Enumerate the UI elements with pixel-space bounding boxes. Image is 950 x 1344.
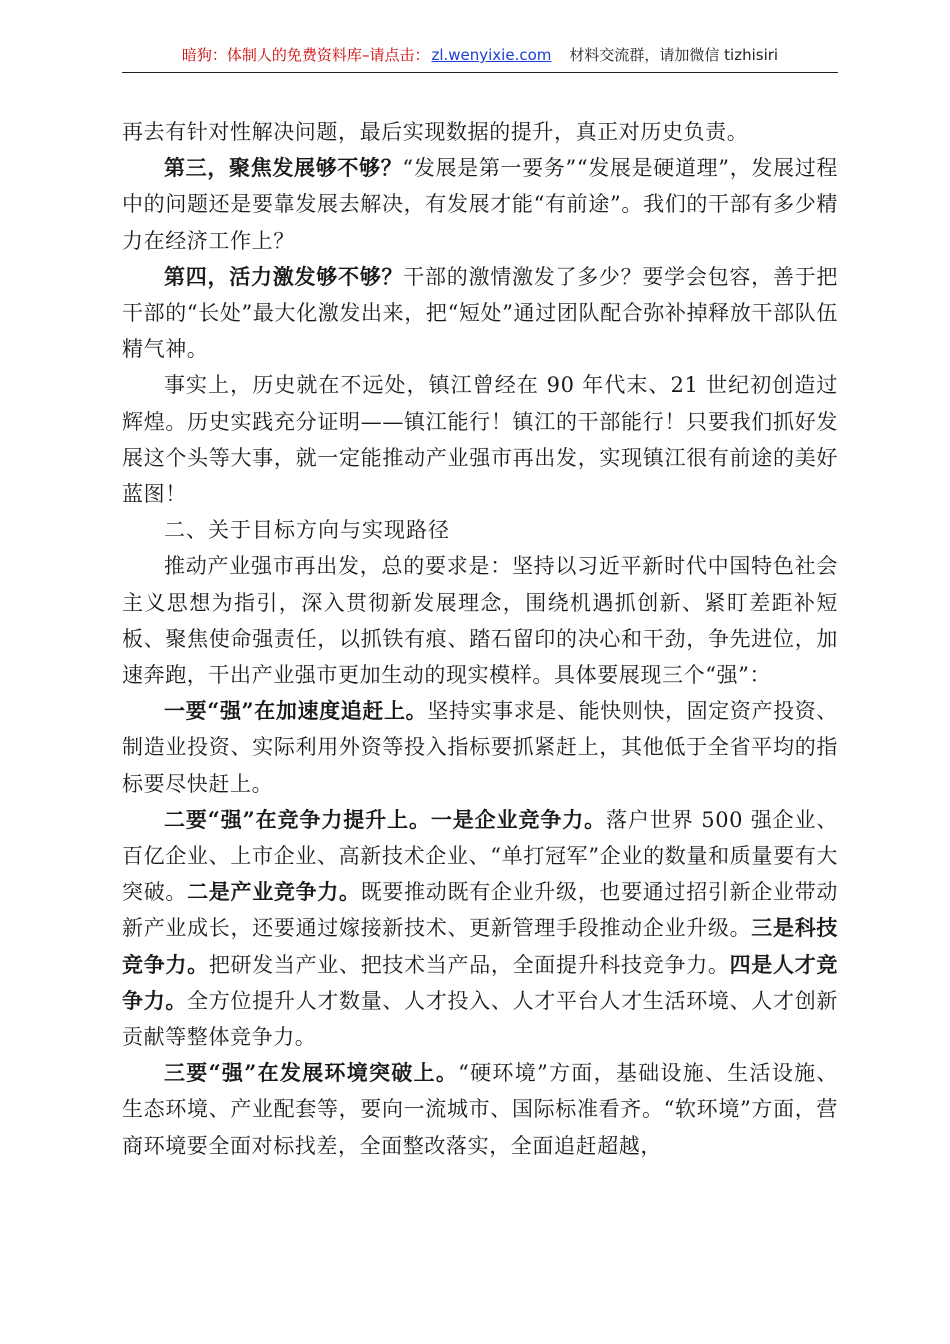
header-link[interactable]: zl.wenyixie.com bbox=[431, 46, 552, 64]
paragraph-8-sub2-text: 既要推动既有企业升级，也要通过招引新企业带动新产业成长，还要通过嫁接新技术、更新管理手段推动企业升级。 bbox=[122, 880, 838, 941]
paragraph-2 bbox=[122, 150, 838, 259]
page-header bbox=[122, 44, 838, 73]
paragraph-7 bbox=[122, 693, 838, 802]
paragraph-8-sub2-heading: 二是产业竞争力。 bbox=[187, 879, 361, 905]
paragraph-8-sub1-text: 落户世界 500 强企业、百亿企业、上市企业、高新技术企业、“单打冠军”企业的数量和质量要有大突破。 bbox=[122, 807, 838, 905]
paragraph-8-sub4-text: 全方位提升人才数量、人才投入、人才平台人才生活环境、人才创新贡献等整体竞争力。 bbox=[122, 988, 838, 1050]
paragraph-6: 推动产业强市再出发，总的要求是：坚持以习近平新时代中国特色社会主义思想为指引，深入贯彻新发展理念，围绕机遇抓创新、紧盯差距补短板、聚焦使命强责任，以抓铁有痕、踏石留印的决心和干劲，争先进位，加速奔跑，干出产业强市更加生动的现实模样。具体要展现三个“强”： bbox=[122, 554, 838, 688]
header-brand: 暗狗：体制人的免费资料库 bbox=[181, 46, 362, 64]
paragraph-8 bbox=[122, 802, 838, 1055]
paragraph-8-heading: 二要“强”在竞争力提升上。 bbox=[164, 806, 431, 832]
paragraph-8-sub3-text: 把研发当产业、把技术当产品，全面提升科技竞争力。 bbox=[208, 952, 730, 977]
header-contact: 材料交流群，请加微信 tizhisiri bbox=[569, 46, 779, 64]
paragraph-9-text: “硬环境”方面，基础设施、生活设施、生态环境、产业配套等，要向一流城市、国际标准看齐。“软环境”方面，营商环境要全面对标找差，全面整改落实，全面追赶超越， bbox=[122, 1061, 838, 1158]
paragraph-9 bbox=[122, 1055, 838, 1164]
header-prompt: –请点击： bbox=[361, 46, 430, 64]
paragraph-3-text: 干部的激情激发了多少？要学会包容，善于把干部的“长处”最大化激发出来，把“短处”通过团队配合弥补掉释放干部队伍精气神。 bbox=[122, 264, 838, 362]
paragraph-8-sub3-heading: 三是科技竞争力。 bbox=[122, 915, 838, 977]
section-heading-2: 二、关于目标方向与实现路径 bbox=[164, 518, 450, 543]
paragraph-9-heading: 三要“强”在发展环境突破上。 bbox=[164, 1060, 459, 1086]
paragraph-8-sub4-heading: 四是人才竞争力。 bbox=[122, 951, 839, 1013]
paragraph-3-heading: 第四，活力激发够不够？ bbox=[164, 263, 404, 289]
paragraph-1: 再去有针对性解决问题，最后实现数据的提升，真正对历史负责。 bbox=[122, 120, 749, 144]
document-body bbox=[122, 114, 838, 1164]
paragraph-7-text: 坚持实事求是、能快则快，固定资产投资、制造业投资、实际利用外资等投入指标要抓紧赶上，其他低于全省平均的指标要尽快赶上。 bbox=[122, 699, 838, 796]
paragraph-7-heading: 一要“强”在加速度追赶上。 bbox=[164, 698, 428, 724]
paragraph-4: 事实上，历史就在不远处，镇江曾经在 90 年代末、21 世纪初创造过辉煌。历史实践充分证明——镇江能行！镇江的干部能行！只要我们抓好发展这个头等大事，就一定能推动产业强市再出发，实现镇江很有前途的美好蓝图！ bbox=[122, 373, 838, 507]
paragraph-2-text: “发展是第一要务”“发展是硬道理”，发展过程中的问题还是要靠发展去解决，有发展才能“有前途”。我们的干部有多少精力在经济工作上？ bbox=[122, 156, 838, 253]
paragraph-2-heading: 第三，聚焦发展够不够？ bbox=[164, 155, 403, 181]
paragraph-3 bbox=[122, 259, 838, 368]
paragraph-8-sub1-heading: 一是企业竞争力。 bbox=[430, 806, 607, 832]
